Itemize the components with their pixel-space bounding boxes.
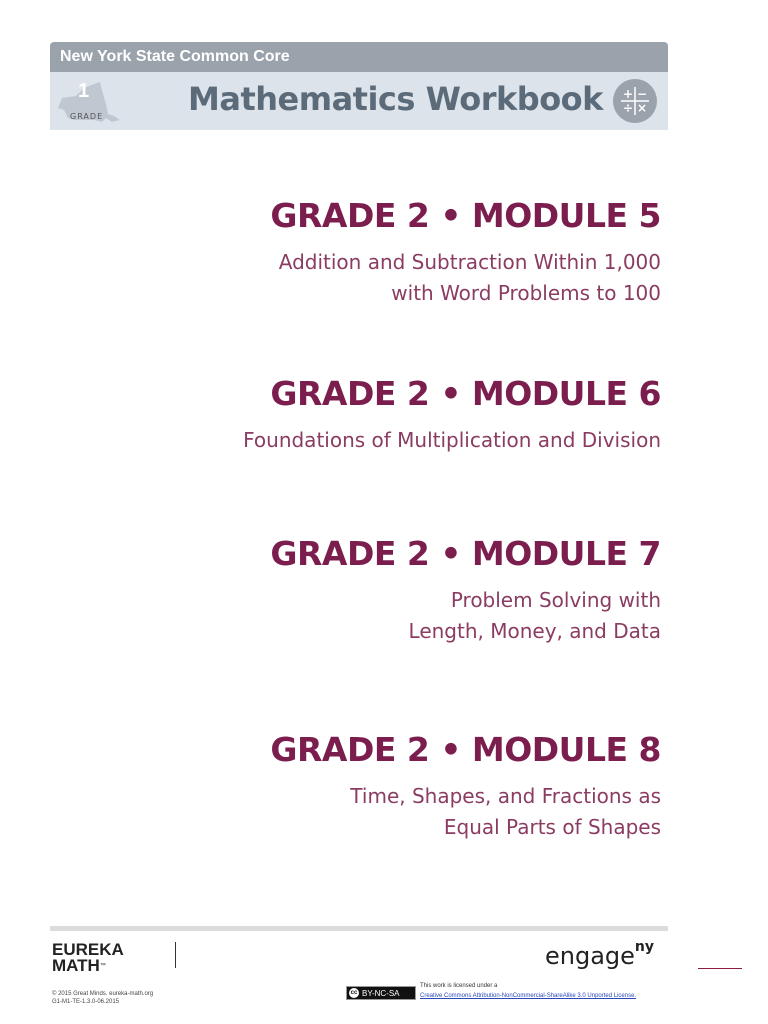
- svg-text:÷: ÷: [622, 101, 634, 115]
- license-link[interactable]: Creative Commons Attribution-NonCommercial-ShareAlike 3.0 Unported License.: [420, 993, 637, 999]
- module-title: GRADE 2 • MODULE 8: [270, 730, 661, 769]
- module-5-block: [270, 196, 661, 309]
- math-operations-icon: [612, 78, 658, 124]
- workbook-title: Mathematics Workbook: [188, 80, 603, 118]
- engageny-logo: [545, 939, 655, 970]
- banner-body: [50, 72, 668, 130]
- module-subtitle: [270, 781, 661, 843]
- state-common-core-label: New York State Common Core: [50, 42, 668, 72]
- copyright-line: © 2015 Great Minds. eureka-math.org: [52, 991, 154, 997]
- svg-text:−: −: [636, 87, 648, 101]
- logo-divider: [175, 942, 176, 968]
- engage-text: engage: [545, 942, 635, 970]
- svg-text:+: +: [622, 87, 634, 101]
- cc-badge-text: BY-NC-SA: [362, 989, 400, 998]
- cc-icon: cc: [350, 990, 358, 996]
- trademark-symbol: ™: [99, 963, 106, 969]
- license-intro: This work is licensed under a: [420, 983, 498, 989]
- module-subtitle-line: Addition and Subtraction Within 1,000: [278, 250, 661, 274]
- module-subtitle-line: with Word Problems to 100: [391, 281, 661, 305]
- creative-commons-badge: [346, 986, 416, 1000]
- eureka-logo-line2: MATH: [52, 956, 100, 975]
- header-banner: [50, 42, 668, 130]
- module-6-block: [243, 374, 661, 456]
- module-subtitle: [270, 247, 661, 309]
- copyright-notice: [52, 990, 153, 1006]
- grade-word: GRADE: [70, 112, 104, 121]
- engage-sup: ny: [634, 939, 655, 955]
- footer-divider: [50, 926, 668, 931]
- eureka-logo-line1: EUREKA: [52, 940, 124, 959]
- module-subtitle: [243, 425, 661, 456]
- document-code: G1-M1-TE-1.3.0-06.2015: [52, 999, 120, 1005]
- module-subtitle: [270, 585, 661, 647]
- module-8-block: [270, 730, 661, 843]
- module-subtitle-line: Length, Money, and Data: [408, 619, 661, 643]
- module-title: GRADE 2 • MODULE 5: [270, 196, 661, 235]
- svg-text:×: ×: [636, 101, 648, 115]
- eureka-math-logo: [52, 942, 124, 974]
- module-7-block: [270, 534, 661, 647]
- module-title: GRADE 2 • MODULE 7: [270, 534, 661, 573]
- module-title: GRADE 2 • MODULE 6: [270, 374, 661, 413]
- module-subtitle-line: Problem Solving with: [450, 588, 661, 612]
- grade-number: 1: [78, 80, 90, 102]
- module-subtitle-line: Equal Parts of Shapes: [443, 815, 661, 839]
- module-subtitle-line: Time, Shapes, and Fractions as: [350, 784, 661, 808]
- edge-accent-line: [698, 968, 742, 969]
- module-subtitle-line: Foundations of Multiplication and Division: [243, 428, 661, 452]
